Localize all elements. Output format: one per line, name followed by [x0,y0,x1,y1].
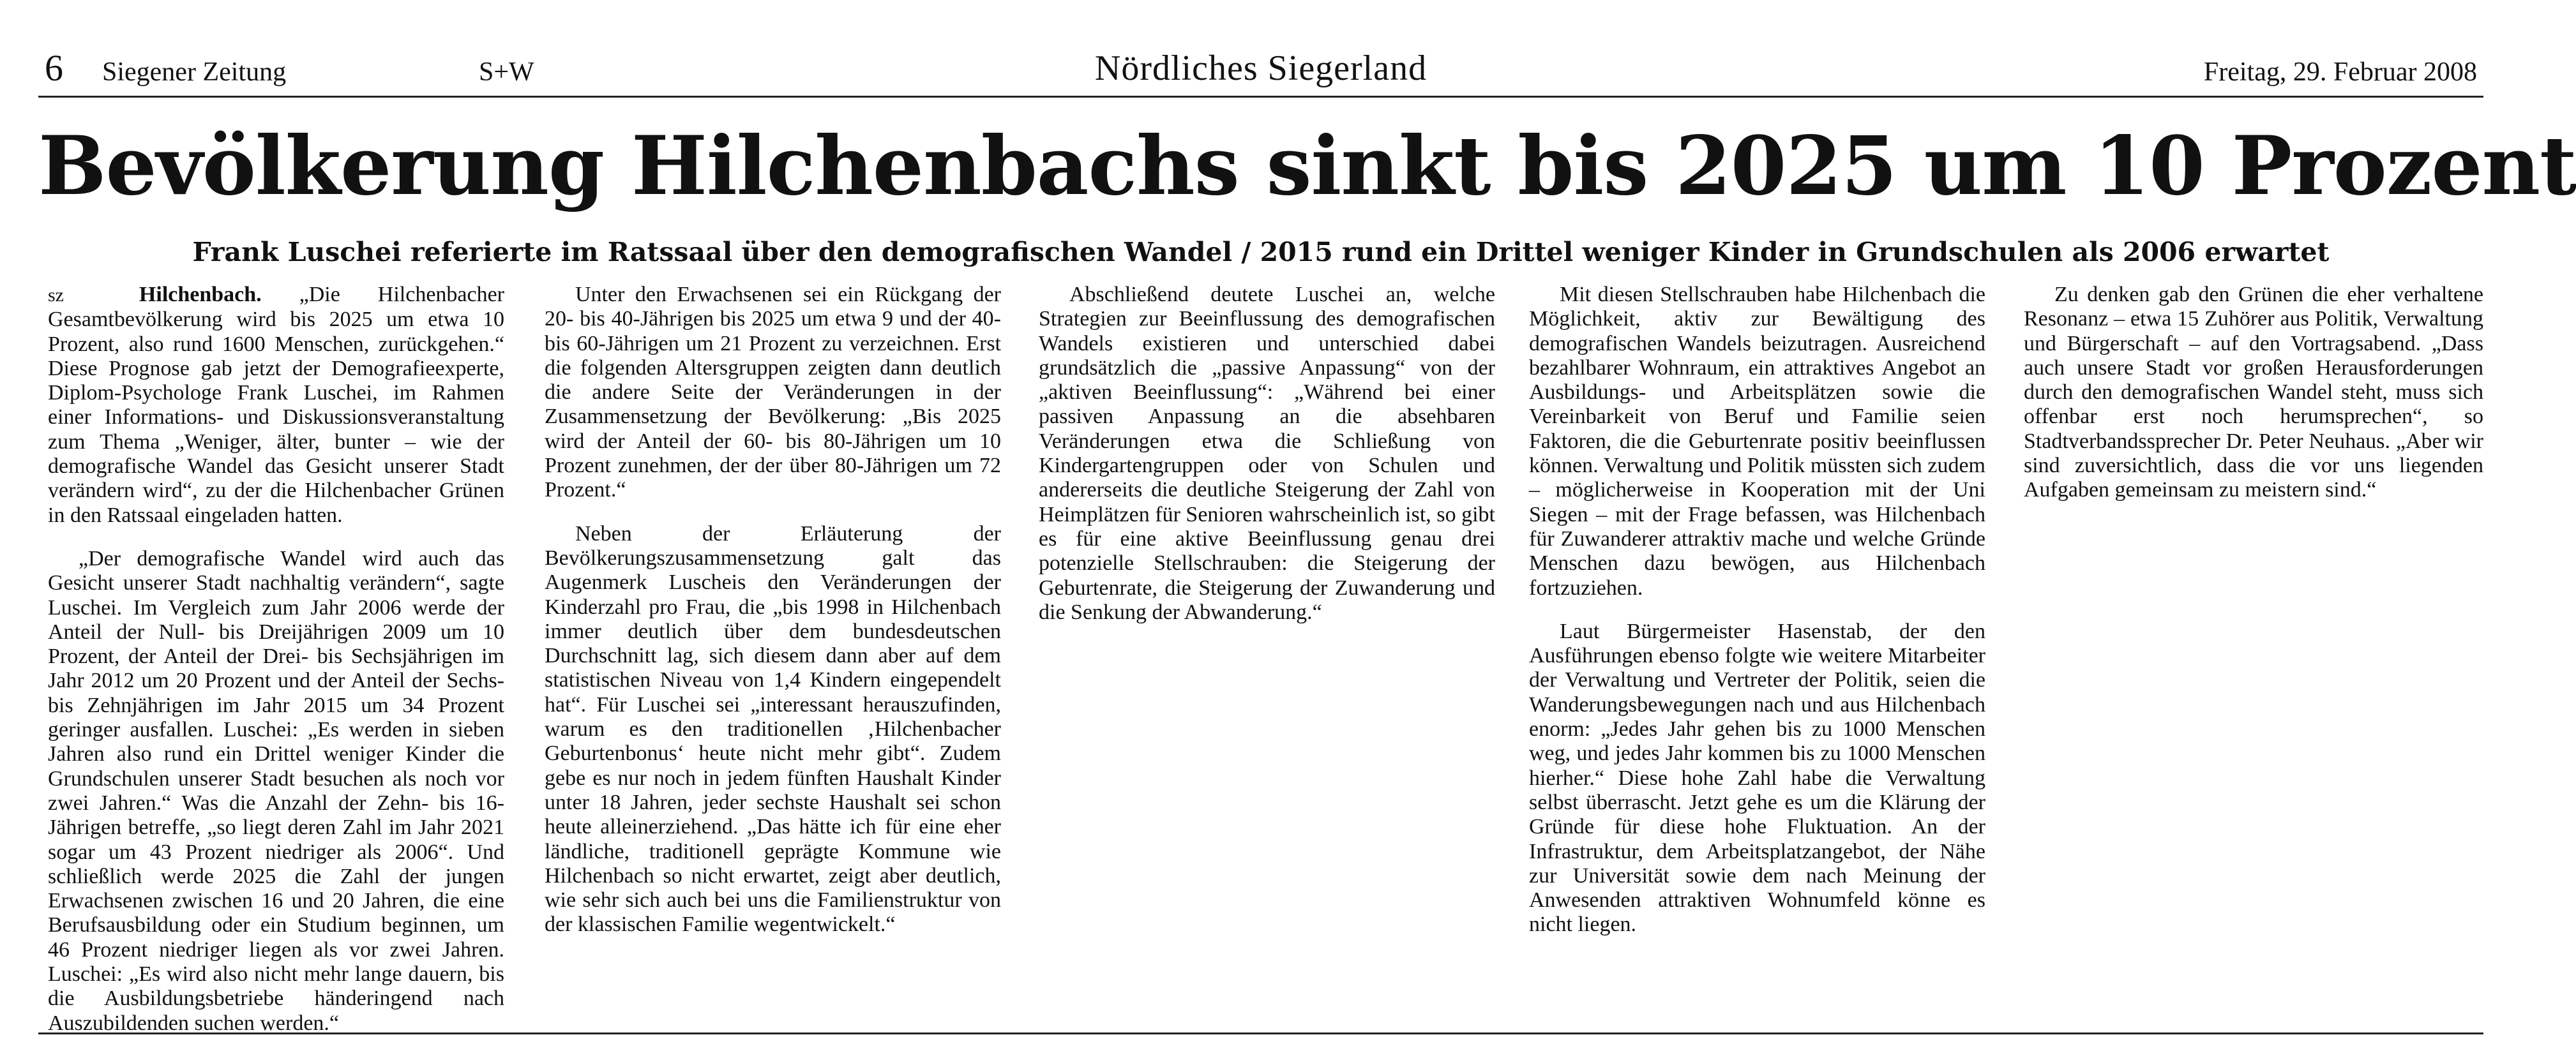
section-title: Nördliches Siegerland [1094,48,1427,88]
newspaper-name: Siegener Zeitung [102,57,287,87]
edition-label: S+W [479,57,534,87]
article-column-5 [2024,283,2483,1023]
headline: Bevölkerung Hilchenbachs sinkt bis 2025 um 10 Prozent [38,119,2576,213]
article-column-4 [1529,283,1985,1023]
author-initials: sz [48,285,64,306]
footer-rule [38,1032,2483,1034]
header-rule [38,96,2483,98]
article-paragraph-8: Zu denken gab den Grünen die eher verhaltene Resonanz – etwa 15 Zuhörer aus Politik, Verwaltung und Bürgerschaft – auf den Vortragsabend. „Dass auch unsere Stadt vor großen Herausforderungen durch den demografischen Wandel steht, muss sich offenbar erst noch herumsprechen“, so Stadtverbandssprecher Dr. Peter Neuhaus. „Aber wir sind zuversichtlich, dass die vor uns liegenden Aufgaben gemeinsam zu meistern sind.“ [2024,283,2483,502]
article-column-2 [545,283,1001,1023]
issue-date: Freitag, 29. Februar 2008 [2203,57,2477,87]
article-paragraph-1 [48,283,504,528]
dateline: Hilchenbach. [139,283,262,306]
article-paragraph-4: Neben der Erläuterung der Bevölkerungszusammensetzung galt das Augenmerk Luscheis den Veränderungen der Kinderzahl pro Frau, die „bis 1998 in Hilchenbach immer deutlich über dem bundesdeutschen Durchschnitt lag, sich diesem dann aber auf dem statistischen Niveau von 1,4 Kindern eingependelt hat“. Für Luschei sei „interessant herauszufinden, warum es den traditionellen ‚Hilchenbacher Geburtenbonus‘ heute nicht mehr gibt“. Zudem gebe es nur noch in jedem fünften Haushalt Kinder unter 18 Jahren, jeder sechste Haushalt sei schon heute alleinerziehend. „Das hätte ich für eine eher ländliche, traditionell geprägte Kommune wie Hilchenbach so nicht erwartet, zeigt aber deutlich, wie sehr sich auch bei uns die Familienstruktur von der klassischen Familie wegentwickelt.“ [545,521,1001,937]
article-column-3 [1039,283,1495,1023]
article-paragraph-5: Abschließend deutete Luschei an, welche Strategien zur Beeinflussung des demografischen Wandels existieren und unterschied dabei grundsätzlich die „passive Anpassung“ von der „aktiven Beeinflussung“: „Während bei einer passiven Anpassung an die absehbaren Veränderungen etwa die Schließung von Kindergartengruppen oder von Schulen und andererseits die deutliche Steigerung der Zahl von Heimplätzen für Senioren wahrscheinlich ist, so gibt es für eine aktive Beeinflussung genau drei potenzielle Stellschrauben: die Steigerung der Geburtenrate, die Steigerung der Zuwanderung und die Senkung der Abwanderung.“ [1039,283,1495,624]
article-paragraph-6: Mit diesen Stellschrauben habe Hilchenbach die Möglichkeit, aktiv zur Bewältigung des demografischen Wandels beizutragen. Ausreichend bezahlbarer Wohnraum, ein attraktives Angebot an Ausbildungs- und Arbeitsplätzen sowie die Vereinbarkeit von Beruf und Familie seien Faktoren, die die Geburtenrate positiv beeinflussen können. Verwaltung und Politik müssten sich zudem – möglicherweise in Kooperation mit der Uni Siegen – mit der Frage befassen, was Hilchenbach für Zuwanderer attraktiv mache und welche Gründe Menschen dazu bewögen, aus Hilchenbach fortzuziehen. [1529,283,1985,600]
article-column-1 [48,283,505,1035]
article-paragraph-2: „Der demografische Wandel wird auch das Gesicht unserer Stadt nachhaltig verändern“, sagte Luschei. Im Vergleich zum Jahr 2006 werde der Anteil der Null- bis Dreijährigen 2009 um 10 Prozent, der Anteil der Drei- bis Sechsjährigen im Jahr 2012 um 20 Prozent und der Anteil der Sechs- bis Zehnjährigen im Jahr 2015 um 34 Prozent geringer ausfallen. Luschei: „Es werden in sieben Jahren also rund ein Drittel weniger Kinder die Grundschulen unserer Stadt besuchen als noch vor zwei Jahren.“ Was die Anzahl der Zehn- bis 16-Jährigen betreffe, „so liegt deren Zahl im Jahr 2021 sogar um 43 Prozent niedriger als 2006“. Und schließlich werde 2025 die Zahl der jungen Erwachsenen zwischen 16 und 20 Jahren, die eine Berufsausbildung oder ein Studium beginnen, um 46 Prozent niedriger liegen als vor zwei Jahren. Luschei: „Es wird also nicht mehr lange dauern, bis die Ausbildungsbetriebe händeringend nach Auszubildenden suchen werden.“ [48,546,504,1035]
page-number: 6 [45,47,63,89]
paragraph-text: „Die Hilchenbacher Gesamtbevölkerung wird bis 2025 um etwa 10 Prozent, also rund 1600 Menschen, zurückgehen.“ Diese Prognose gab jetzt der Demografieexperte, Diplom-Psychologe Frank Luschei, im Rahmen einer Informations- und Diskussionsveranstaltung zum Thema „Weniger, älter, bunter – wie der demografische Wandel das Gesicht unserer Stadt verändern wird“, zu der die Hilchenbacher Grünen in den Ratssaal eingeladen hatten. [48,283,505,527]
article-paragraph-7: Laut Bürgermeister Hasenstab, der den Ausführungen ebenso folgte wie weitere Mitarbeiter der Verwaltung und Vertreter der Politik, seien die Wanderungsbewegungen nach und aus Hilchenbach enorm: „Jedes Jahr gehen bis zu 1000 Menschen weg, und jedes Jahr kommen bis zu 1000 Menschen hierher.“ Diese hohe Zahl habe die Verwaltung selbst überrascht. Jetzt gehe es um die Klärung der Gründe für diese hohe Fluktuation. An der Infrastruktur, dem Arbeitsplatzangebot, der Nähe zur Universität sowie dem nach Meinung der Anwesenden attraktiven Wohnumfeld könne es nicht liegen. [1529,619,1985,937]
masthead [45,46,2477,91]
subheadline: Frank Luschei referierte im Ratssaal über den demografischen Wandel / 2015 rund ein Drittel weniger Kinder in Grundschulen als 2006 erwartet [192,237,2330,267]
article-paragraph-3: Unter den Erwachsenen sei ein Rückgang der 20- bis 40-Jährigen bis 2025 um etwa 9 und der 40- bis 60-Jährigen um 21 Prozent zu verzeichnen. Erst die folgenden Altersgruppen zeigten dann deutlich die andere Seite der Veränderungen in der Zusammensetzung der Bevölkerung: „Bis 2025 wird der Anteil der 60- bis 80-Jährigen um 10 Prozent zunehmen, der der über 80-Jährigen um 72 Prozent.“ [545,283,1001,502]
